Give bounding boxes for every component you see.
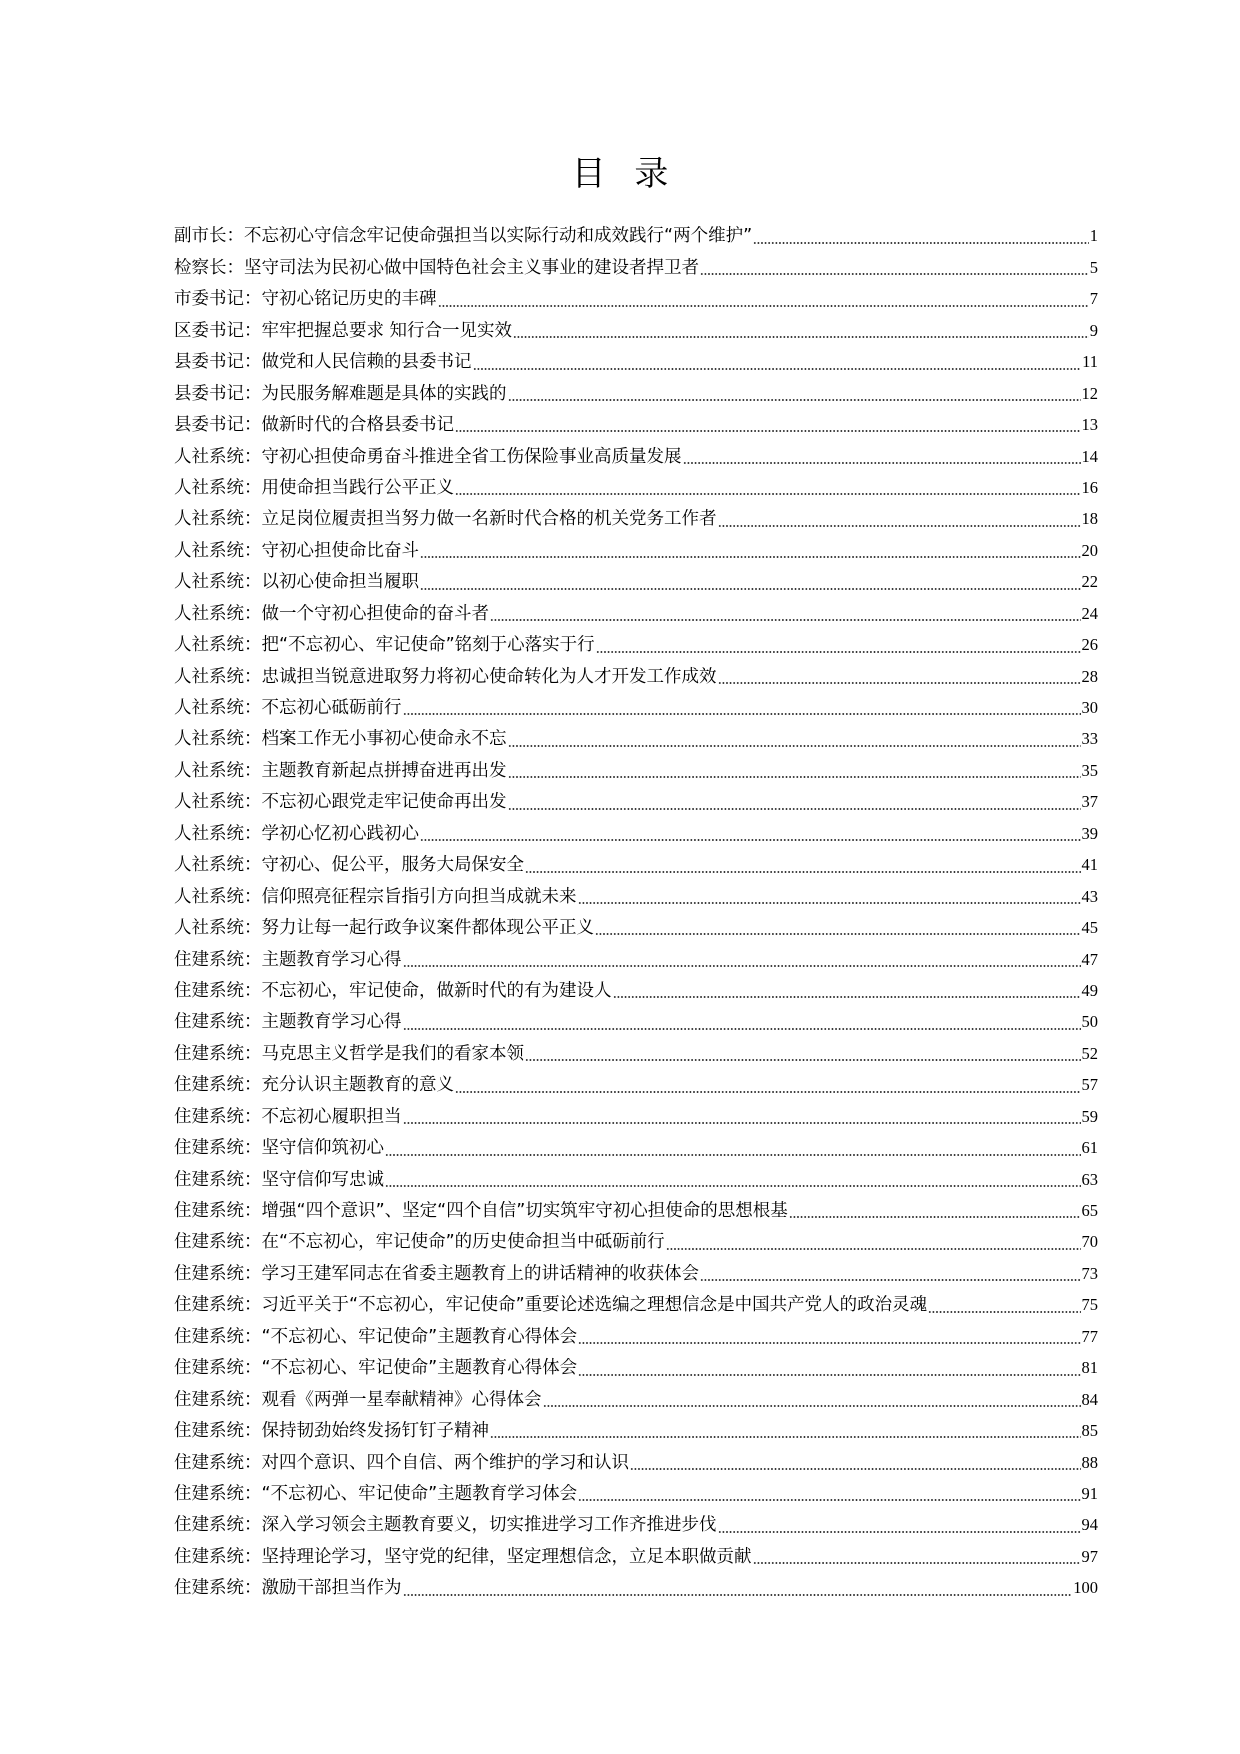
toc-entry-page: 39 [1081, 823, 1098, 843]
dot-leader [455, 1074, 1081, 1096]
toc-entry[interactable] [174, 754, 1098, 785]
toc-entry[interactable] [174, 1289, 1098, 1320]
toc-entry-page: 7 [1089, 289, 1098, 309]
dot-leader [455, 414, 1081, 436]
dot-leader [420, 571, 1081, 593]
toc-entry-page: 1 [1089, 226, 1098, 246]
toc-entry[interactable] [174, 975, 1098, 1006]
dot-leader [508, 760, 1081, 782]
dot-leader [578, 1483, 1080, 1505]
toc-entry-title: 住建系统：“不忘初心、牢记使命”主题教育心得体会 [174, 1326, 578, 1347]
toc-entry-title: 人社系统：做一个守初心担使命的奋斗者 [174, 603, 489, 624]
toc-entry-title: 住建系统：坚守信仰筑初心 [174, 1138, 384, 1159]
toc-entry[interactable] [174, 1352, 1098, 1383]
toc-entry[interactable] [174, 534, 1098, 565]
toc-entry-title: 住建系统：坚持理论学习，坚守党的纪律，坚定理想信念，立足本职做贡献 [174, 1546, 752, 1567]
dot-leader [385, 1137, 1081, 1159]
dot-leader [700, 257, 1089, 279]
toc-entry-page: 11 [1082, 352, 1098, 372]
toc-entry[interactable] [174, 1383, 1098, 1414]
dot-leader [700, 1263, 1081, 1285]
toc-entry[interactable] [174, 692, 1098, 723]
dot-leader [718, 1514, 1081, 1536]
toc-entry-title: 住建系统：激励干部担当作为 [174, 1578, 402, 1599]
dot-leader [596, 634, 1081, 656]
toc-entry-title: 住建系统：主题教育学习心得 [174, 1012, 402, 1033]
toc-entry[interactable] [174, 314, 1098, 345]
toc-entry[interactable] [174, 786, 1098, 817]
toc-entry-title: 人社系统：把“不忘初心、牢记使命”铭刻于心落实于行 [174, 635, 595, 656]
dot-leader [683, 446, 1081, 468]
toc-entry-page: 77 [1081, 1326, 1098, 1346]
toc-entry[interactable] [174, 817, 1098, 848]
toc-entry-page: 59 [1081, 1106, 1098, 1126]
toc-entry[interactable] [174, 440, 1098, 471]
dot-leader [490, 603, 1081, 625]
dot-leader [718, 666, 1081, 688]
toc-entry-page: 26 [1081, 635, 1098, 655]
toc-entry-title: 县委书记：做党和人民信赖的县委书记 [174, 352, 472, 373]
dot-leader [403, 1011, 1081, 1033]
toc-entry[interactable] [174, 1163, 1098, 1194]
toc-entry-title: 住建系统：“不忘初心、牢记使命”主题教育心得体会 [174, 1358, 578, 1379]
dot-leader [420, 823, 1081, 845]
dot-leader [928, 1294, 1080, 1316]
toc-entry-title: 人社系统：学初心忆初心践初心 [174, 823, 419, 844]
toc-entry-page: 84 [1081, 1389, 1098, 1409]
toc-entry-title: 人社系统：守初心担使命比奋斗 [174, 540, 419, 561]
toc-entry[interactable] [174, 1446, 1098, 1477]
toc-entry-page: 24 [1081, 603, 1098, 623]
toc-entry-page: 41 [1081, 855, 1098, 875]
toc-entry-title: 住建系统：不忘初心履职担当 [174, 1106, 402, 1127]
toc-entry-page: 91 [1081, 1483, 1098, 1503]
toc-entry[interactable] [174, 1226, 1098, 1257]
toc-entry[interactable] [174, 251, 1098, 282]
toc-entry-title: 人社系统：努力让每一起行政争议案件都体现公平正义 [174, 918, 594, 939]
toc-entry-page: 18 [1081, 509, 1098, 529]
toc-entry[interactable] [174, 597, 1098, 628]
dot-leader [595, 917, 1081, 939]
dot-leader [613, 980, 1081, 1002]
toc-entry-page: 94 [1081, 1515, 1098, 1535]
dot-leader [508, 383, 1081, 405]
dot-leader [403, 697, 1081, 719]
toc-entry[interactable] [174, 503, 1098, 534]
toc-entry[interactable] [174, 629, 1098, 660]
toc-entry-title: 人社系统：用使命担当践行公平正义 [174, 477, 454, 498]
dot-leader [438, 288, 1089, 310]
toc-entry-page: 65 [1081, 1201, 1098, 1220]
dot-leader [420, 540, 1081, 562]
toc-entry-page: 50 [1081, 1012, 1098, 1032]
toc-list [174, 220, 1098, 1603]
toc-entry-title: 住建系统：充分认识主题教育的意义 [174, 1075, 454, 1096]
dot-leader [473, 351, 1082, 373]
toc-entry[interactable] [174, 1257, 1098, 1288]
toc-entry-title: 住建系统：主题教育学习心得 [174, 949, 402, 970]
toc-entry[interactable] [174, 943, 1098, 974]
toc-entry-page: 28 [1081, 666, 1098, 686]
toc-entry-page: 63 [1081, 1169, 1098, 1189]
toc-entry[interactable] [174, 1069, 1098, 1100]
toc-entry[interactable] [174, 220, 1098, 251]
toc-entry-page: 49 [1081, 980, 1098, 1000]
toc-entry-title: 人社系统：不忘初心跟党走牢记使命再出发 [174, 792, 507, 813]
toc-entry-title: 住建系统：观看《两弹一星奉献精神》心得体会 [174, 1389, 542, 1410]
toc-entry[interactable] [174, 912, 1098, 943]
toc-entry-page: 37 [1081, 792, 1098, 812]
toc-entry-title: 住建系统：习近平关于“不忘初心，牢记使命”重要论述选编之理想信念是中国共产党人的政治灵魂 [174, 1295, 928, 1316]
toc-entry-page: 70 [1081, 1232, 1098, 1252]
toc-entry[interactable] [174, 849, 1098, 880]
toc-entry[interactable] [174, 472, 1098, 503]
toc-entry-page: 100 [1073, 1578, 1098, 1598]
toc-entry-page: 47 [1081, 949, 1098, 969]
toc-entry[interactable] [174, 1415, 1098, 1446]
dot-leader [403, 949, 1081, 971]
dot-leader [753, 225, 1089, 247]
toc-entry[interactable] [174, 1132, 1098, 1163]
dot-leader [666, 1231, 1081, 1253]
toc-entry[interactable] [174, 1195, 1098, 1226]
dot-leader [455, 477, 1081, 499]
toc-entry-title: 副市长：不忘初心守信念牢记使命强担当以实际行动和成效践行“两个维护” [174, 226, 753, 247]
toc-entry-page: 13 [1081, 415, 1098, 435]
toc-entry[interactable] [174, 660, 1098, 691]
toc-entry-page: 85 [1081, 1421, 1098, 1441]
toc-entry-title: 住建系统：“不忘初心、牢记使命”主题教育学习体会 [174, 1483, 578, 1504]
toc-entry[interactable] [174, 1509, 1098, 1540]
toc-entry-title: 住建系统：马克思主义哲学是我们的看家本领 [174, 1043, 524, 1064]
toc-entry[interactable] [174, 1037, 1098, 1068]
toc-entry[interactable] [174, 880, 1098, 911]
dot-leader [403, 1577, 1073, 1599]
dot-leader [578, 886, 1081, 908]
toc-entry-page: 45 [1081, 918, 1098, 938]
dot-leader [525, 854, 1081, 876]
toc-entry-page: 5 [1089, 257, 1098, 277]
toc-entry-title: 住建系统：坚守信仰写忠诚 [174, 1169, 384, 1190]
toc-entry[interactable] [174, 1320, 1098, 1351]
dot-leader [578, 1326, 1080, 1348]
dot-leader [385, 1169, 1081, 1191]
toc-entry-page: 61 [1081, 1138, 1098, 1158]
toc-entry-title: 人社系统：不忘初心砥砺前行 [174, 698, 402, 718]
toc-entry-title: 人社系统：以初心使命担当履职 [174, 572, 419, 593]
toc-title: 目 录 [571, 154, 669, 194]
dot-leader [630, 1452, 1081, 1474]
dot-leader [543, 1389, 1081, 1411]
toc-entry-page: 30 [1081, 698, 1098, 717]
toc-entry-page: 22 [1081, 572, 1098, 592]
toc-entry-title: 住建系统：增强“四个意识”、坚定“四个自信”切实筑牢守初心担使命的思想根基 [174, 1201, 788, 1221]
toc-entry-page: 75 [1081, 1295, 1098, 1315]
toc-entry-title: 住建系统：保持韧劲始终发扬钉钉子精神 [174, 1421, 489, 1442]
toc-entry-page: 20 [1081, 540, 1098, 560]
toc-entry-title: 人社系统：主题教育新起点拼搏奋进再出发 [174, 760, 507, 781]
toc-entry-title: 住建系统：深入学习领会主题教育要义，切实推进学习工作齐推进步伐 [174, 1515, 717, 1536]
toc-entry-title: 人社系统：立足岗位履责担当努力做一名新时代合格的机关党务工作者 [174, 509, 717, 530]
dot-leader [508, 791, 1081, 813]
dot-leader [403, 1106, 1081, 1128]
toc-entry-page: 73 [1081, 1263, 1098, 1283]
dot-leader [718, 508, 1081, 530]
toc-entry[interactable] [174, 1100, 1098, 1131]
toc-entry-page: 43 [1081, 886, 1098, 906]
toc-entry-title: 县委书记：做新时代的合格县委书记 [174, 415, 454, 436]
toc-entry[interactable] [174, 1540, 1098, 1571]
toc-entry-title: 县委书记：为民服务解难题是具体的实践的 [174, 383, 507, 404]
dot-leader [578, 1357, 1080, 1379]
toc-entry-title: 住建系统：在“不忘初心，牢记使命”的历史使命担当中砥砺前行 [174, 1232, 665, 1253]
toc-entry[interactable] [174, 566, 1098, 597]
toc-entry[interactable] [174, 723, 1098, 754]
toc-entry[interactable] [174, 346, 1098, 377]
toc-entry-page: 33 [1081, 729, 1098, 749]
toc-entry[interactable] [174, 1006, 1098, 1037]
toc-entry-page: 16 [1081, 477, 1098, 497]
toc-entry-title: 人社系统：档案工作无小事初心使命永不忘 [174, 729, 507, 750]
toc-entry[interactable] [174, 377, 1098, 408]
toc-entry-title: 人社系统：守初心、促公平，服务大局保安全 [174, 855, 524, 876]
toc-entry-title: 检察长：坚守司法为民初心做中国特色社会主义事业的建设者捍卫者 [174, 257, 699, 278]
toc-entry[interactable] [174, 1572, 1098, 1603]
toc-entry-title: 市委书记：守初心铭记历史的丰碑 [174, 289, 437, 310]
toc-entry-page: 9 [1089, 320, 1098, 340]
toc-entry-title: 人社系统：守初心担使命勇奋斗推进全省工伤保险事业高质量发展 [174, 446, 682, 467]
toc-entry-page: 97 [1081, 1546, 1098, 1566]
toc-entry[interactable] [174, 283, 1098, 314]
toc-entry-title: 住建系统：对四个意识、四个自信、两个维护的学习和认识 [174, 1452, 629, 1473]
toc-entry[interactable] [174, 409, 1098, 440]
toc-entry-page: 52 [1081, 1043, 1098, 1063]
toc-entry-page: 81 [1081, 1358, 1098, 1378]
dot-leader [789, 1200, 1081, 1222]
toc-entry-page: 57 [1081, 1075, 1098, 1095]
toc-entry-title: 住建系统：学习王建军同志在省委主题教育上的讲话精神的收获体会 [174, 1263, 699, 1284]
dot-leader [508, 728, 1081, 750]
toc-entry-title: 区委书记：牢牢把握总要求 知行合一见实效 [174, 320, 513, 341]
toc-entry-title: 人社系统：忠诚担当锐意进取努力将初心使命转化为人才开发工作成效 [174, 666, 717, 687]
toc-entry-page: 88 [1081, 1452, 1098, 1472]
dot-leader [525, 1043, 1081, 1065]
toc-entry-page: 35 [1081, 760, 1098, 780]
toc-entry-page: 12 [1081, 383, 1098, 403]
toc-entry-page: 14 [1081, 446, 1098, 466]
toc-entry-title: 住建系统：不忘初心，牢记使命，做新时代的有为建设人 [174, 980, 612, 1001]
toc-entry-title: 人社系统：信仰照亮征程宗旨指引方向担当成就未来 [174, 886, 577, 907]
dot-leader [753, 1546, 1081, 1568]
toc-entry[interactable] [174, 1478, 1098, 1509]
dot-leader [513, 320, 1089, 342]
dot-leader [490, 1420, 1081, 1442]
